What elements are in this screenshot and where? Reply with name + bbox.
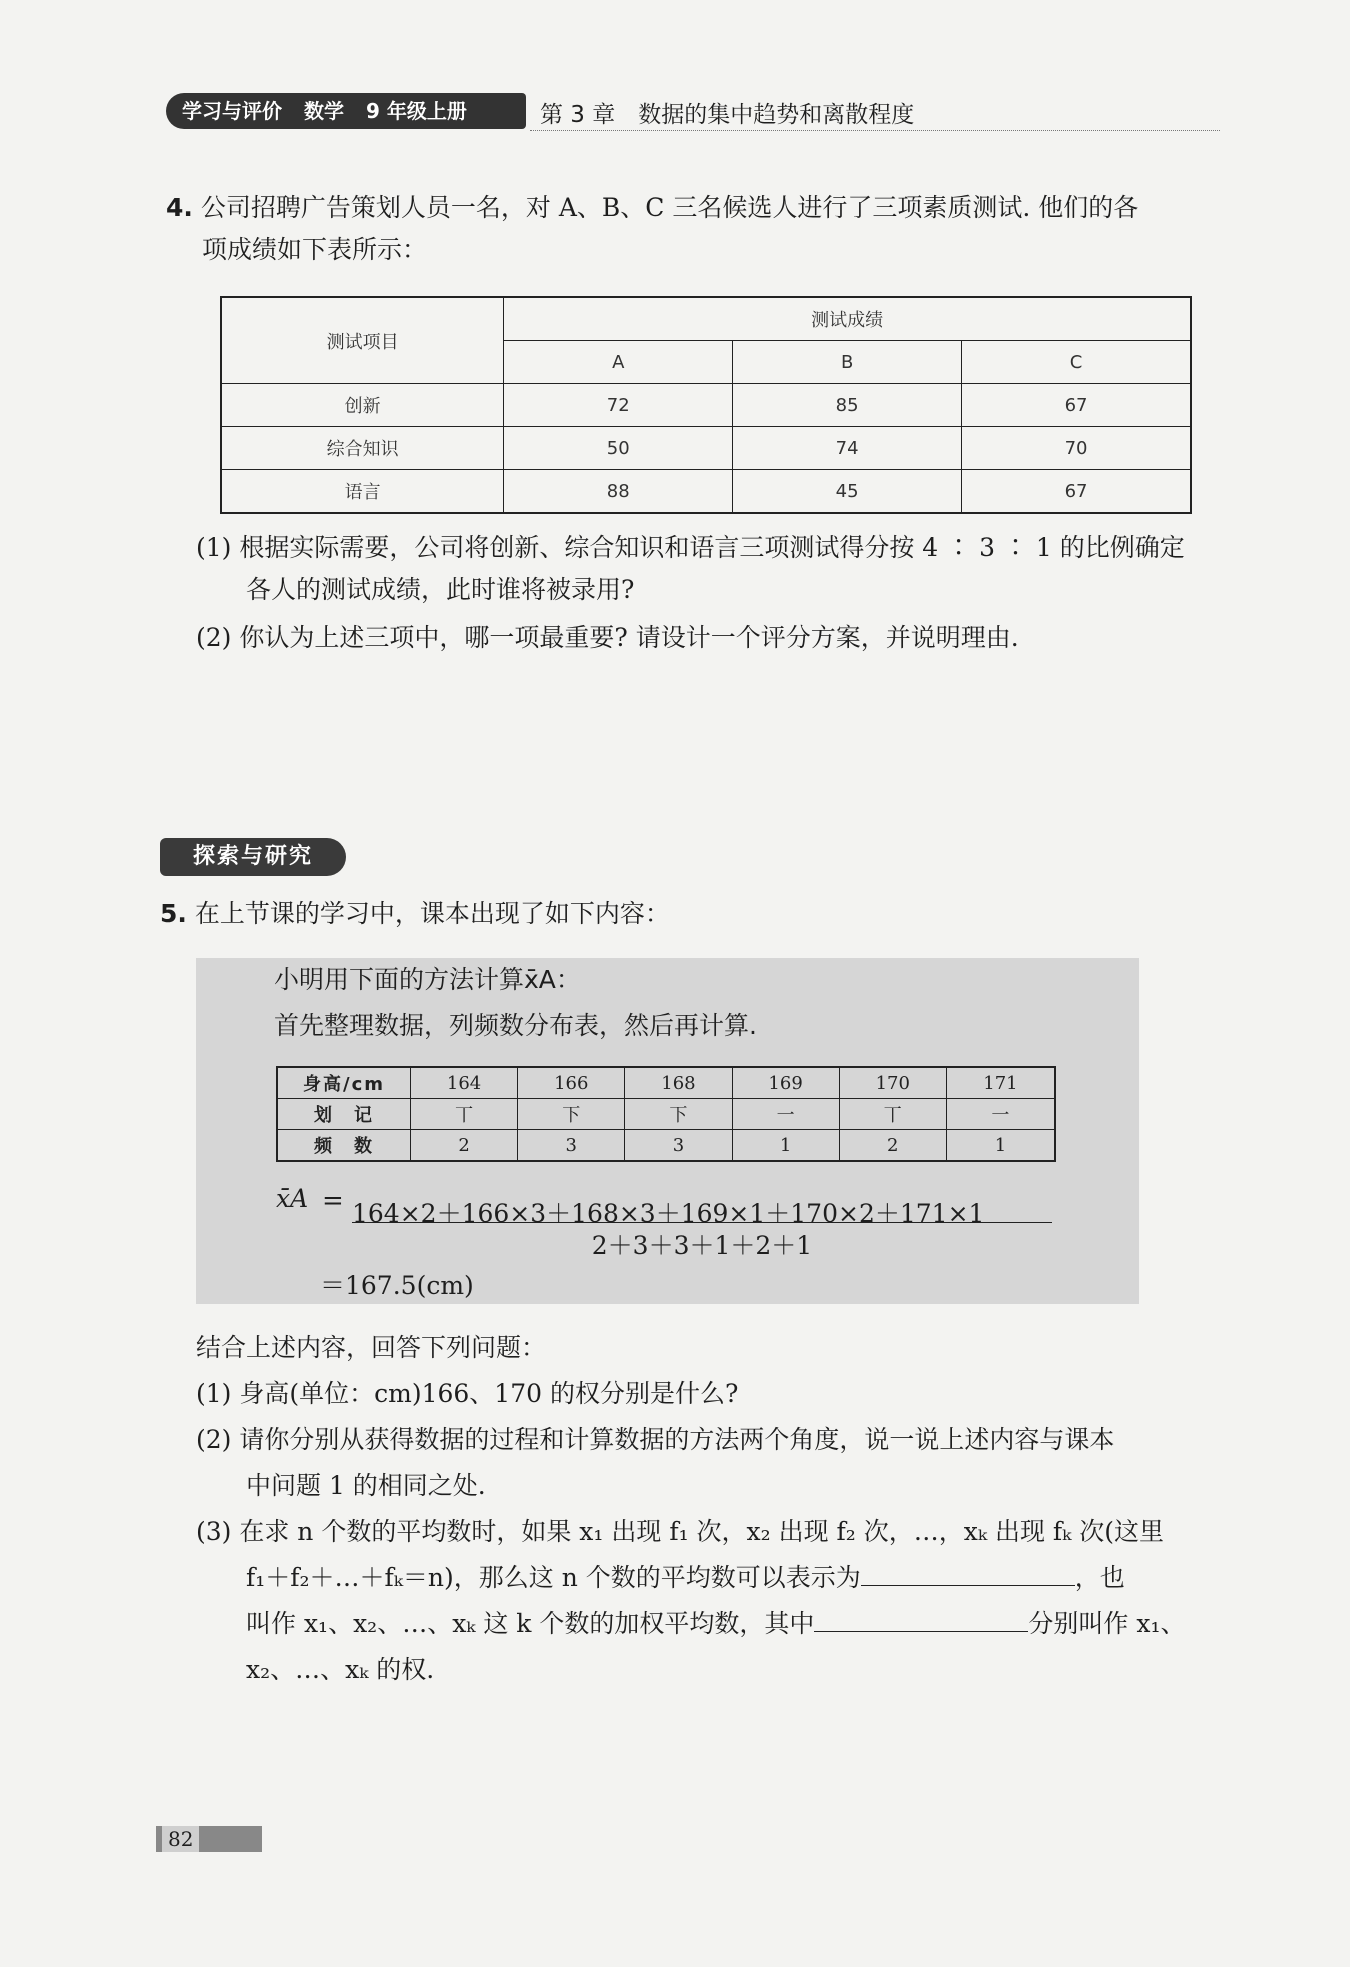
q4-number: 4.	[166, 193, 193, 222]
fraction-denominator: 2＋3＋3＋1＋2＋1	[591, 1231, 813, 1260]
q4-text-1: 公司招聘广告策划人员一名，对 A、B、C 三名候选人进行了三项素质测试. 他们的各	[200, 193, 1139, 222]
tally-cell: 一	[946, 1099, 1055, 1130]
table-row	[221, 427, 1191, 470]
row-item: 综合知识	[221, 427, 504, 470]
count-cell: 1	[732, 1130, 839, 1162]
count-cell: 3	[518, 1130, 625, 1162]
q4-line1	[166, 188, 1138, 228]
row-label-frequency: 频 数	[277, 1130, 411, 1162]
count-cell: 2	[839, 1130, 946, 1162]
score-cell: 74	[733, 427, 962, 470]
sub3-text-3a: 叫作 x₁、x₂、…、xₖ 这 k 个数的加权平均数，其中	[246, 1609, 815, 1638]
score-cell: 85	[733, 384, 962, 427]
table-row	[277, 1099, 1055, 1130]
table-row	[277, 1130, 1055, 1162]
height-cell: 168	[625, 1067, 732, 1099]
row-item: 语言	[221, 470, 504, 514]
equals-sign: =	[322, 1186, 344, 1216]
row-item: 创新	[221, 384, 504, 427]
height-cell: 170	[839, 1067, 946, 1099]
q5-prompt: 结合上述内容，回答下列问题：	[196, 1333, 547, 1362]
tally-cell: 丅	[839, 1099, 946, 1130]
fraction-bar	[352, 1222, 1052, 1223]
q4-sub2: (2) 你认为上述三项中，哪一项最重要? 请设计一个评分方案，并说明理由.	[196, 623, 1019, 652]
q4-line2: 项成绩如下表所示：	[202, 235, 428, 264]
table-row	[221, 384, 1191, 427]
score-table	[220, 296, 1192, 514]
q4-sub1-line1: (1) 根据实际需要，公司将创新、综合知识和语言三项测试得分按 4 ∶ 3 ∶ 1 的比例确定	[196, 533, 1185, 562]
mean-symbol: x̄A	[276, 1184, 309, 1213]
q5-sub3-line2	[246, 1558, 1125, 1598]
score-cell: 50	[504, 427, 733, 470]
sub3-text-2b: ，也	[1074, 1563, 1125, 1592]
book-title-badge	[166, 93, 526, 129]
row-label-height: 身高/cm	[277, 1067, 411, 1099]
height-cell: 171	[946, 1067, 1055, 1099]
page-number: 82	[162, 1826, 199, 1852]
q5-sub3-line1: (3) 在求 n 个数的平均数时，如果 x₁ 出现 f₁ 次，x₂ 出现 f₂ 次，…，xₖ 出现 fₖ 次(这里	[196, 1517, 1164, 1546]
tally-cell: 下	[518, 1099, 625, 1130]
book-subject: 数学	[304, 99, 344, 123]
excerpt-line1: 小明用下面的方法计算x̄A：	[274, 965, 581, 994]
table-header-scores: 测试成绩	[504, 297, 1191, 341]
table-row	[221, 470, 1191, 514]
answer-blank-weights[interactable]	[814, 1605, 1028, 1632]
q5-sub1: (1) 身高(单位：cm)166、170 的权分别是什么?	[196, 1379, 739, 1408]
fraction-numerator: 164×2＋166×3＋168×3＋169×1＋170×2＋171×1	[352, 1199, 985, 1228]
q5-sub2-line2: 中问题 1 的相同之处.	[246, 1471, 486, 1500]
chapter-title: 第 3 章 数据的集中趋势和离散程度	[540, 102, 915, 128]
frequency-table	[276, 1066, 1056, 1162]
q5-sub3-line3	[246, 1604, 1185, 1644]
tally-cell: 丅	[411, 1099, 518, 1130]
count-cell: 2	[411, 1130, 518, 1162]
count-cell: 3	[625, 1130, 732, 1162]
q5-sub3-line4: x₂、…、xₖ 的权.	[246, 1655, 435, 1684]
height-cell: 164	[411, 1067, 518, 1099]
q5-sub2-line1: (2) 请你分别从获得数据的过程和计算数据的方法两个角度，说一说上述内容与课本	[196, 1425, 1115, 1454]
q4-sub1-line2: 各人的测试成绩，此时谁将被录用?	[246, 575, 635, 604]
tally-cell: 下	[625, 1099, 732, 1130]
q5-intro-line	[160, 894, 670, 934]
row-label-tally: 划 记	[277, 1099, 411, 1130]
table-row	[277, 1067, 1055, 1099]
score-cell: 70	[962, 427, 1191, 470]
candidate-c: C	[962, 341, 1191, 384]
textbook-excerpt-box	[196, 958, 1139, 1304]
q5-number: 5.	[160, 899, 187, 928]
score-cell: 88	[504, 470, 733, 514]
book-grade: 9 年级上册	[366, 99, 467, 123]
table-header-item: 测试项目	[221, 297, 504, 384]
score-cell: 45	[733, 470, 962, 514]
count-cell: 1	[946, 1130, 1055, 1162]
excerpt-line2: 首先整理数据，列频数分布表，然后再计算.	[274, 1011, 757, 1040]
height-cell: 166	[518, 1067, 625, 1099]
answer-blank-mean[interactable]	[861, 1559, 1075, 1586]
score-cell: 67	[962, 470, 1191, 514]
sub3-text-3b: 分别叫作 x₁、	[1028, 1609, 1186, 1638]
header-divider	[530, 130, 1220, 131]
candidate-a: A	[504, 341, 733, 384]
score-cell: 72	[504, 384, 733, 427]
book-series: 学习与评价	[182, 99, 282, 123]
candidate-b: B	[733, 341, 962, 384]
section-tag: 探索与研究	[160, 838, 346, 876]
q5-intro: 在上节课的学习中，课本出现了如下内容：	[194, 899, 670, 928]
score-cell: 67	[962, 384, 1191, 427]
sub3-text-2a: f₁＋f₂＋…＋fₖ＝n)，那么这 n 个数的平均数可以表示为	[246, 1563, 861, 1592]
tally-cell: 一	[732, 1099, 839, 1130]
mean-result: ＝167.5(cm)	[320, 1271, 474, 1300]
height-cell: 169	[732, 1067, 839, 1099]
